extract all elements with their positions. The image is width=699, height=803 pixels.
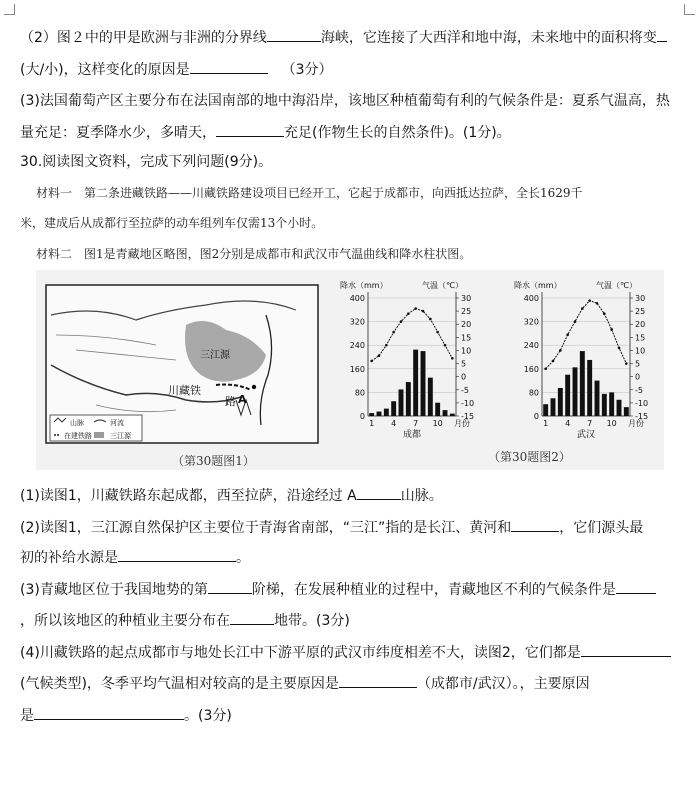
precipitation-bar (558, 388, 563, 416)
chart-subtitle: 武汉 (576, 430, 596, 440)
answer-blank[interactable] (657, 28, 667, 42)
x-tick-label: 月份 (628, 419, 644, 428)
precipitation-bar (384, 409, 389, 416)
q30-1: (1)读图1，川藏铁路东起成都，西至拉萨，沿途经过 A 山脉。 (20, 488, 443, 504)
y-right-tick-label: 10 (635, 346, 646, 356)
q2-part2-line1: （2）图２中的甲是欧洲与非洲的分界线 海峡，它连接了大西洋和地中海，未来地中的面积将变 (20, 28, 667, 47)
x-tick-label: 10 (606, 419, 617, 428)
temperature-point (618, 347, 621, 350)
answer-blank[interactable] (216, 123, 284, 137)
precipitation-bar (391, 401, 396, 416)
y-right-tick-label: 15 (461, 333, 472, 343)
y-left-tick-label: 400 (523, 294, 539, 303)
y-right-tick-label: 30 (635, 294, 646, 303)
climate-chart-wuhan (512, 276, 662, 448)
y-left-tick-label: 240 (349, 341, 365, 351)
q30-4-line3: 是 。(3分) (20, 708, 232, 724)
temperature-point (451, 357, 454, 360)
y-right-axis-label: 气温（℃） (596, 281, 637, 290)
y-left-tick-label: 80 (354, 388, 365, 398)
temperature-point (370, 360, 373, 363)
q2-part2-line2: (大/小)，这样变化的原因是 （3分） (20, 62, 333, 78)
chart-subtitle: 成都 (402, 430, 422, 440)
y-left-axis-label: 降水（mm） (340, 281, 388, 290)
temperature-point (588, 299, 591, 302)
answer-blank[interactable] (267, 28, 321, 42)
temperature-point (444, 344, 447, 347)
y-right-tick-label: 30 (461, 294, 472, 303)
q3-part-line1: (3)法国葡萄产区主要分布在法国南部的地中海沿岸，该地区种植葡萄有利的气候条件是：夏系气温高，热 (20, 93, 670, 109)
temperature-line (372, 308, 453, 360)
q30-3-line1: (3)青藏地区位于我国地势的第 阶梯，在发展种植业的过程中，青藏地区不利的气候条件是 (20, 580, 656, 599)
x-tick-label: 1 (369, 419, 375, 428)
y-right-tick-label: -15 (635, 412, 649, 421)
y-left-tick-label: 320 (523, 317, 539, 327)
x-tick-label: 7 (587, 419, 593, 428)
temperature-point (559, 349, 562, 352)
temperature-point (566, 333, 569, 336)
answer-blank[interactable] (357, 486, 401, 500)
temperature-point (596, 302, 599, 305)
precipitation-bar (573, 367, 578, 416)
temperature-point (378, 354, 381, 357)
temperature-point (429, 318, 432, 321)
x-tick-label: 4 (391, 419, 397, 428)
y-right-tick-label: -10 (635, 398, 649, 408)
y-left-tick-label: 160 (523, 364, 539, 374)
precipitation-bar (551, 398, 556, 416)
answer-blank[interactable] (511, 518, 559, 532)
y-right-tick-label: 10 (461, 346, 472, 356)
q30-2-line1: (2)读图1，三江源自然保护区主要位于青海省南部，“三江”指的是长江、黄河和 ，它们源头最 (20, 520, 644, 536)
q30-4-line2: (气候类型)，冬季平均气温相对较高的是主要原因是 （成都市/武汉）。，主要原因 (20, 676, 590, 692)
y-left-tick-label: 320 (349, 317, 365, 327)
map-label-chuanzang: 川藏铁 (168, 384, 201, 397)
y-left-axis-label: 降水（mm） (514, 281, 562, 290)
temperature-point (400, 320, 403, 323)
temperature-line (546, 301, 627, 369)
precipitation-bar (450, 414, 455, 416)
temperature-point (610, 328, 613, 331)
map-label-sanjiangyuan: 三江源 (200, 350, 230, 361)
precipitation-bar (421, 351, 426, 416)
precipitation-bar (406, 382, 411, 416)
y-right-tick-label: -15 (461, 412, 475, 421)
y-right-tick-label: 15 (635, 333, 646, 343)
legend-rail: 在建铁路 (64, 432, 92, 440)
temperature-point (603, 312, 606, 315)
corner-mark-right (684, 4, 695, 15)
precipitation-bar (617, 400, 622, 416)
figure-2-caption: （第30题图2） (488, 450, 571, 464)
q30-3-line2: ，所以该地区的种植业主要分布在 地带。(3分) (20, 613, 350, 629)
temperature-point (574, 320, 577, 323)
temperature-point (544, 368, 547, 371)
y-left-tick-label: 400 (349, 294, 365, 303)
answer-blank[interactable] (190, 60, 268, 74)
precipitation-bar (587, 360, 592, 416)
temperature-point (581, 307, 584, 310)
y-right-tick-label: 25 (635, 307, 646, 317)
temperature-point (385, 344, 388, 347)
answer-blank[interactable] (616, 580, 656, 594)
precipitation-bar (543, 404, 548, 416)
temperature-point (407, 312, 410, 315)
precipitation-bar (428, 378, 433, 416)
y-left-tick-label: 0 (533, 412, 539, 421)
y-right-tick-label: 5 (635, 359, 641, 369)
x-tick-label: 10 (432, 419, 443, 428)
temperature-point (392, 331, 395, 334)
q30-2-line2: 初的补给水源是 。 (20, 550, 250, 566)
y-right-axis-label: 气温（℃） (422, 281, 463, 290)
temperature-point (422, 310, 425, 313)
q3-part-line2: 量充足：夏季降水少，多晴天， 充足(作物生长的自然条件)。(1分)。 (20, 125, 511, 141)
temperature-point (552, 360, 555, 363)
y-left-tick-label: 0 (359, 412, 365, 421)
precipitation-bar (609, 392, 614, 416)
temperature-point (414, 307, 417, 310)
figure-1-caption: （第30题图1） (172, 454, 255, 468)
y-right-tick-label: -5 (635, 385, 643, 395)
y-right-tick-label: 5 (461, 359, 467, 369)
x-tick-label: 4 (565, 419, 571, 428)
climate-chart-chengdu (338, 276, 488, 448)
map-label-point-a: A (238, 393, 247, 406)
q30-heading: 30.阅读图文资料，完成下列问题(9分)。 (20, 154, 273, 170)
y-right-tick-label: 0 (635, 372, 641, 382)
x-tick-label: 7 (413, 419, 419, 428)
temperature-point (625, 362, 628, 365)
answer-blank[interactable] (230, 611, 274, 625)
y-right-tick-label: -10 (461, 398, 475, 408)
precipitation-bar (602, 394, 607, 416)
precipitation-bar (399, 389, 404, 416)
corner-mark-left (4, 4, 15, 15)
answer-blank[interactable] (208, 580, 252, 594)
map-label-lu: 路 (225, 395, 236, 408)
precipitation-bar (369, 413, 374, 416)
material-1-line1: 材料一 第二条进藏铁路——川藏铁路建设项目已经开工，它起于成都市，向西抵达拉萨，全长1629千 (36, 186, 583, 200)
answer-blank[interactable] (118, 548, 236, 562)
x-tick-label: 1 (543, 419, 549, 428)
y-right-tick-label: 0 (461, 372, 467, 382)
y-right-tick-label: 20 (461, 320, 472, 330)
legend-mountain: 山脉 (70, 419, 84, 427)
material-2: 材料二 图1是青藏地区略图，图2分别是成都市和武汉市气温曲线和降水柱状图。 (36, 247, 472, 261)
y-right-tick-label: 20 (635, 320, 646, 330)
answer-blank[interactable] (581, 643, 671, 657)
y-right-tick-label: 25 (461, 307, 472, 317)
y-right-tick-label: -5 (461, 385, 469, 395)
legend-sanjiangyuan: 三江源 (110, 432, 131, 440)
precipitation-bar (580, 351, 585, 416)
material-1-line2: 米，建成后从成都行至拉萨的动车组列车仅需13个小时。 (20, 216, 324, 230)
answer-blank[interactable] (339, 674, 417, 688)
y-left-tick-label: 240 (523, 341, 539, 351)
legend-river: 河流 (110, 419, 124, 427)
precipitation-bar (624, 407, 629, 416)
precipitation-bar (595, 381, 600, 416)
x-tick-label: 月份 (454, 419, 470, 428)
precipitation-bar (413, 350, 418, 416)
precipitation-bar (565, 375, 570, 416)
answer-blank[interactable] (34, 706, 184, 720)
y-left-tick-label: 160 (349, 364, 365, 374)
precipitation-bar (377, 412, 382, 416)
precipitation-bar (443, 410, 448, 416)
q30-4-line1: (4)川藏铁路的起点成都市与地处长江中下游平原的武汉市纬度相差不大，读图2，它们都是 (20, 643, 671, 662)
precipitation-bar (435, 403, 440, 416)
temperature-point (436, 331, 439, 334)
y-left-tick-label: 80 (528, 388, 539, 398)
